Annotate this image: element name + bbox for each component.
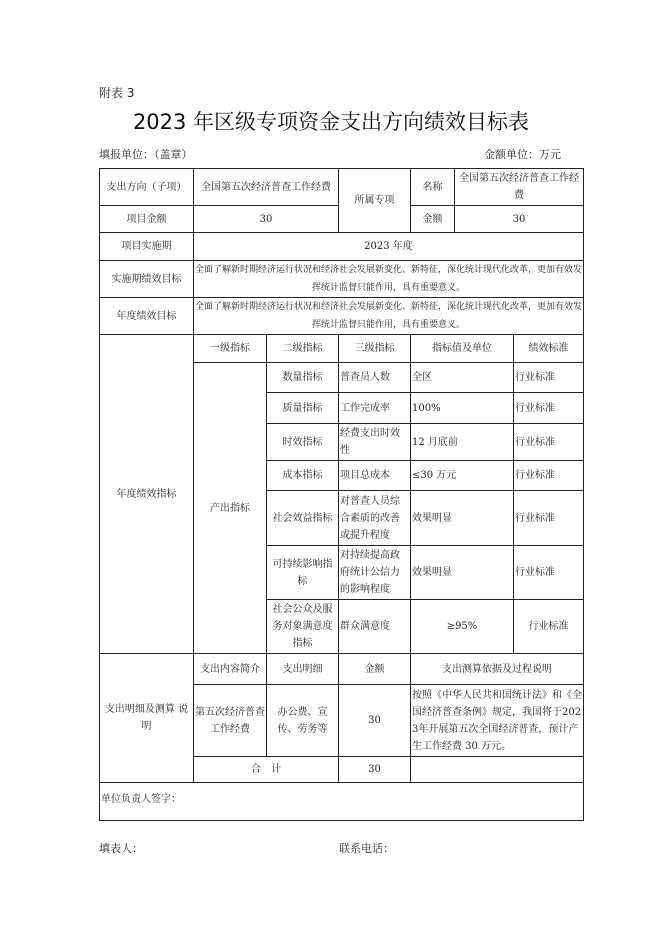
indicator-value: ≤30 万元: [411, 461, 514, 491]
direction-label: 支出方向（子项）: [100, 169, 194, 206]
indicators-section-label: 年度绩效指标: [100, 335, 194, 654]
indicator-value: 全区: [411, 363, 514, 393]
period-value: 2023 年度: [194, 233, 584, 261]
indicator-value: ≥95%: [411, 600, 514, 654]
standard: 行业标准: [514, 546, 584, 600]
level1-value: 产出指标: [194, 363, 267, 654]
total-label: 合 计: [194, 757, 339, 783]
total-note: [411, 757, 584, 783]
level3: 群众满意度: [339, 600, 411, 654]
standard: 行业标准: [514, 600, 584, 654]
level2: 可持续影响指标: [267, 546, 339, 600]
level2: 社会公众及服务对象满意度指标: [267, 600, 339, 654]
table-row: [100, 783, 584, 821]
filler-label: 填表人：: [99, 842, 143, 855]
table-row: [100, 261, 584, 298]
level2: 社会效益指标: [267, 491, 339, 546]
standard: 行业标准: [514, 461, 584, 491]
annual-goal-value: 全面了解新时期经济运行状况和经济社会发展新变化、新特征，深化统计现代化改革，更加有效发挥统计监督只能作用，具有重要意义。: [194, 298, 584, 335]
expense-header-basis: 支出测算依据及过程说明: [411, 654, 584, 685]
expense-detail: 办公费、宣传、劳务等: [267, 685, 339, 757]
level3: 普查员人数: [339, 363, 411, 393]
expense-header-content: 支出内容简介: [194, 654, 267, 685]
amount-label: 金额: [411, 206, 455, 233]
period-label: 项目实施期: [100, 233, 194, 261]
table-row: [100, 298, 584, 335]
indicator-value: 100%: [411, 393, 514, 424]
indicator-value: 效果明显: [411, 546, 514, 600]
level3: 项目总成本: [339, 461, 411, 491]
standard: 行业标准: [514, 491, 584, 546]
indicator-value: 效果明显: [411, 491, 514, 546]
indicator-value: 12 月底前: [411, 424, 514, 461]
project-amount-value: 30: [194, 206, 339, 233]
level3: 对普查人员综合素质的改善或提升程度: [339, 491, 411, 546]
page-title: 2023 年区级专项资金支出方向绩效目标表: [132, 110, 530, 134]
header-level2: 二级指标: [267, 335, 339, 363]
table-row: [100, 233, 584, 261]
header-level3: 三级指标: [339, 335, 411, 363]
level2: 时效指标: [267, 424, 339, 461]
standard: 行业标准: [514, 363, 584, 393]
phone-label: 联系电话：: [339, 842, 394, 855]
expense-header-amount: 金额: [339, 654, 411, 685]
expense-basis: 按照《中华人民共和国统计法》和《全国经济普查条例》规定，我国将于2023年开展第五次全国经济普查，预计产生工作经费 30 万元。: [411, 685, 584, 757]
expense-section-label: 支出明细及测算 说明: [100, 654, 194, 783]
expense-header-detail: 支出明细: [267, 654, 339, 685]
annex-label: 附表 3: [99, 86, 135, 100]
total-amount: 30: [339, 757, 411, 783]
direction-value: 全国第五次经济普查工作经费: [194, 169, 339, 206]
period-goal-value: 全面了解新时期经济运行状况和经济社会发展新变化、新特征，深化统计现代化改革，更加有效发挥统计监督只能作用，具有重要意义。: [194, 261, 584, 298]
table-row: [100, 654, 584, 685]
performance-table: [99, 168, 584, 821]
name-value: 全国第五次经济普查工作经费: [455, 169, 584, 206]
amount-unit: 金额单位：万元: [484, 148, 561, 161]
table-row: [100, 335, 584, 363]
level3: 工作完成率: [339, 393, 411, 424]
standard: 行业标准: [514, 393, 584, 424]
signature-field[interactable]: 单位负责人签字：: [100, 783, 584, 821]
expense-content: 第五次经济普查工作经费: [194, 685, 267, 757]
header-value: 指标值及单位: [411, 335, 514, 363]
period-goal-label: 实施期绩效目标: [100, 261, 194, 298]
header-level1: 一级指标: [194, 335, 267, 363]
name-label: 名称: [411, 169, 455, 206]
reporting-unit: 填报单位：（盖章）: [99, 148, 193, 161]
level3: 对持续提高政府统计公信力的影响程度: [339, 546, 411, 600]
table-row: [100, 169, 584, 206]
project-amount-label: 项目金额: [100, 206, 194, 233]
amount-value: 30: [455, 206, 584, 233]
expense-amount: 30: [339, 685, 411, 757]
level3: 经费支出时效性: [339, 424, 411, 461]
level2: 成本指标: [267, 461, 339, 491]
annual-goal-label: 年度绩效目标: [100, 298, 194, 335]
level2: 数量指标: [267, 363, 339, 393]
header-standard: 绩效标准: [514, 335, 584, 363]
standard: 行业标准: [514, 424, 584, 461]
level2: 质量指标: [267, 393, 339, 424]
parent-label: 所属专项: [339, 169, 411, 233]
